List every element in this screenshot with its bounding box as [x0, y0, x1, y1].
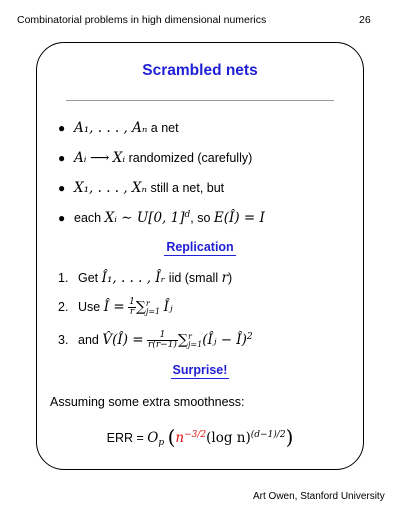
section-surprise: Surprise!	[172, 363, 228, 377]
page-number: 26	[359, 14, 371, 26]
step-2: 2. Use Î = $\frac{1}{r}$ ∑r j=1 Îⱼ	[58, 297, 173, 317]
fraction: $\frac{1}{r}$	[129, 297, 135, 317]
running-header: Combinatorial problems in high dimensional numerics	[17, 14, 267, 26]
author-footer: Art Owen, Stanford University	[253, 491, 385, 502]
bullet-dot: ●	[58, 211, 66, 225]
fraction: $\frac{1}{r(r-1)}$	[148, 330, 177, 350]
sum-symbol: ∑	[135, 298, 146, 315]
bullet-1: ● A₁, . . . , Aₙ a net	[58, 120, 179, 136]
title-rule	[66, 100, 334, 101]
bullet-dot: ●	[58, 121, 66, 135]
sum-symbol: ∑	[177, 331, 188, 348]
section-replication: Replication	[166, 240, 234, 254]
assumption-text: Assuming some extra smoothness:	[50, 395, 245, 409]
step-3: 3. and V̂(Î) = $\frac{1}{r(r-1)}$ ∑r j=1(Îⱼ − Î)$^2$	[58, 330, 253, 350]
bullet-4: ● each Xᵢ ∼ U[0, 1]$^d$, so E(Î) = I	[58, 210, 265, 226]
bullet-dot: ●	[58, 181, 66, 195]
slide-title: Scrambled nets	[142, 62, 258, 79]
bullet-2: ● Aᵢ ⟶ Xᵢ randomized (carefully)	[58, 150, 253, 166]
bullet-3: ● X₁, . . . , Xₙ still a net, but	[58, 180, 225, 196]
step-1: 1. Get Î₁, . . . , Îᵣ iid (small r)	[58, 270, 233, 286]
bullet-dot: ●	[58, 151, 66, 165]
sum-limits: r j=1	[145, 298, 161, 316]
error-rate-formula: ERR = $O_p$ ($n^{-3/2}(\log$ n)$^{(d-1)/2}$)	[106, 425, 294, 449]
sum-limits: r j=1	[187, 331, 203, 349]
